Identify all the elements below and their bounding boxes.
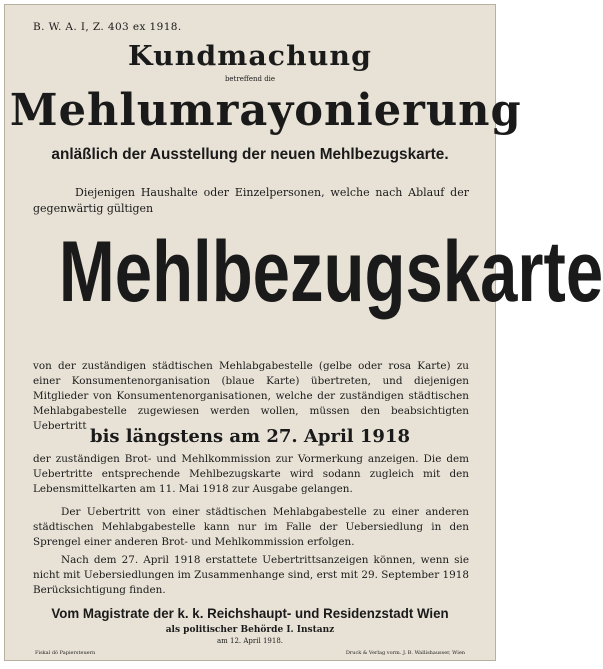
big-word: Mehlbezugskarte (58, 224, 603, 320)
deadline: bis längstens am 27. April 1918 (89, 426, 411, 447)
paragraph-2: von der zuständigen städtischen Mehlabgabestelle (gelbe oder rosa Karte) zu einer Konsumentenorganisation (blaue Karte) übertreten, und diejenigen Mitglieder von Konsumentenorganisationen, welche der zuständigen städtischen Mehlabgabestelle zugewiesen werden wollen, müssen den beabsichtigten Uebertritt (33, 360, 469, 432)
subtitle: anläßlich der Ausstellung der neuen Mehlbezugskarte. (51, 146, 449, 163)
paragraph-4: Der Uebertritt von einer städtischen Mehlabgabestelle zu einer anderen städtischen Mehlabgabestelle kann nur im Falle der Uebersiedlung in den Sprengel einer anderen Brot- und Mehlkommission erfolgen. (33, 506, 469, 548)
issuer: Vom Magistrate der k. k. Reichshaupt- und Residenzstadt Wien (51, 605, 449, 621)
poster-sheet (4, 4, 603, 661)
authority: als politischer Behörde I. Instanz (165, 625, 335, 635)
issue-date: am 12. April 1918. (216, 637, 284, 645)
title: Mehlumrayonierung (9, 85, 522, 136)
footer-right: Druck & Verlag vorm. J. B. Wallishausser, Wien (345, 650, 465, 656)
paragraph-5: Nach dem 27. April 1918 erstattete Uebertrittsanzeigen können, wenn sie nicht mit Uebersiedlungen im Zusammenhange sind, erst mit 29. September 1918 Berücksichtigung finden. (33, 554, 469, 596)
reference-number: B. W. A. I, Z. 403 ex 1918. (33, 21, 182, 33)
subheading: betreffend die (224, 75, 276, 83)
intro-paragraph: Diejenigen Haushalte oder Einzelpersonen, welche nach Ablauf der gegenwärtig gültigen (33, 186, 469, 215)
footer-left: Fiskal dö Papiersteuern (35, 650, 96, 656)
heading: Kundmachung (128, 41, 372, 72)
paragraph-3: der zuständigen Brot- und Mehlkommission zur Vormerkung anzeigen. Die dem Uebertritte entsprechende Mehlbezugskarte wird sodann zugleich mit den Lebensmittelkarten am 11. Mai 1918 zur Ausgabe gelangen. (33, 453, 469, 495)
